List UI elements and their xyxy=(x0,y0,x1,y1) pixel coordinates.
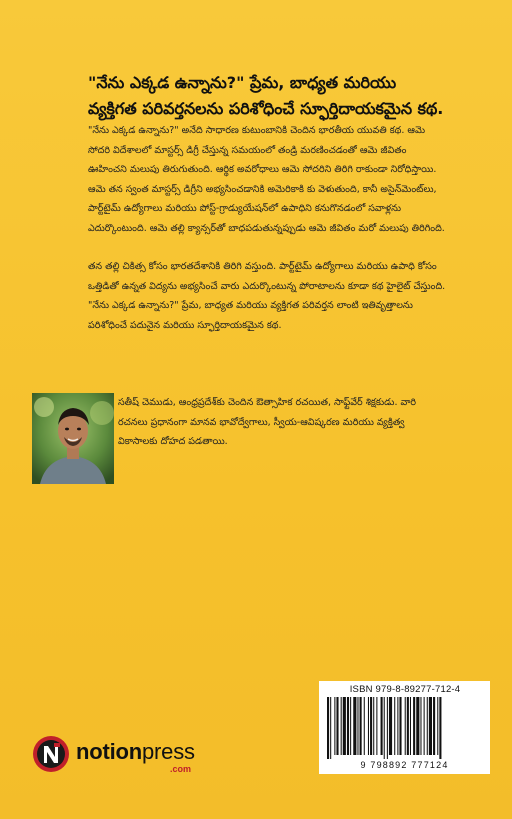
barcode-bar xyxy=(336,697,338,755)
barcode-bar xyxy=(410,697,411,755)
barcode-bar xyxy=(357,697,358,755)
barcode-image xyxy=(325,697,485,759)
barcode-bar xyxy=(407,697,409,755)
author-photo xyxy=(32,393,114,484)
barcode-bar xyxy=(413,697,415,755)
wordmark-notion: notion xyxy=(76,739,142,764)
author-bio: సతీష్ చెముడు, ఆంధ్రప్రదేశ్‌కు చెందిన ఔత్సాహిక రచయిత, సాఫ్ట్‌వేర్ శిక్షకుడు. వారి రచనలు ప్రధానంగా మానవ భావోద్వేగాలు, స్వీయ-ఆవిష్కరణ మరియు వ్యక్తిత్వ వికాసాలకు దోహద పడతాయి. xyxy=(118,397,417,447)
barcode-bar xyxy=(350,697,351,755)
barcode-bar xyxy=(327,697,329,759)
barcode-bar xyxy=(429,697,432,755)
barcode-bar xyxy=(427,697,428,755)
barcode-bar xyxy=(376,697,377,755)
publisher-logo xyxy=(32,733,252,781)
barcode-bar xyxy=(330,697,331,759)
cover-headline: "నేను ఎక్కడ ఉన్నాను?" ప్రేమ, బాధ్యత మరియు వ్యక్తిగత పరివర్తనలను పరిశోధించే స్ఫూర్తిదాయకమైన కథ. xyxy=(88,73,444,118)
barcode-bar xyxy=(368,697,369,755)
barcode-bar xyxy=(437,697,438,755)
barcode-bar xyxy=(397,697,398,755)
synopsis-paragraph-1: "నేను ఎక్కడ ఉన్నాను?" అనేది సాధారణ కుటుంబానికి చెందిన భారతీయ యువతి కథ. ఆమె సోదరి విదేశాలలో మాస్టర్స్ డిగ్రీ చేస్తున్న సమయంలో తండ్రి మరణించడంతో ఆమె జీవితం ఊహించని మలుపు తిరుగుతుంది. ఆర్థిక అవరోధాలు ఆమె సోదరిని తిరిగి రాకుండా నిరోధిస్తాయి. ఆమె తన స్వంత మాస్టర్స్ డిగ్రీని అభ్యసించడానికి అమెరికాకి కు వెళుతుంది, కానీ అసైన్‌మెంట్‌లు, పార్ట్‌టైమ్ ఉద్యోగాలు మరియు పోస్ట్-గ్రాడ్యుయేషన్‌లో ఉపాధిని కనుగొనడంలో సవాళ్లను ఎదుర్కొంటుంది. ఆమె తల్లి క్యాన్సర్‌తో బాధపడుతున్నప్పుడు ఆమె జీవితం మరో మలుపు తిరిగింది. xyxy=(88,125,445,234)
barcode-bar xyxy=(334,697,335,755)
barcode-bar xyxy=(381,697,383,755)
author-portrait-image xyxy=(32,393,114,484)
barcode-bar xyxy=(394,697,395,755)
barcode-bar xyxy=(399,697,401,755)
barcode-bar xyxy=(420,697,421,755)
barcode-bar xyxy=(384,697,385,759)
barcode-bar xyxy=(416,697,419,755)
barcode-bar xyxy=(347,697,349,755)
barcode-bar xyxy=(343,697,346,755)
barcode-bar xyxy=(341,697,342,755)
publisher-wordmark xyxy=(76,739,195,765)
barcode-bar xyxy=(405,697,406,755)
synopsis-paragraph-2: తన తల్లి చికిత్స కోసం భారతదేశానికి తిరిగి వస్తుంది. పార్ట్‌టైమ్ ఉద్యోగాలు మరియు ఉపాధి కోసం ఒత్తిడితో ఉన్నత విద్యను అభ్యసించే వారు ఎదుర్కొంటున్న పోరాటాలను కూడా కథ హైలైట్ చేస్తుంది. "నేను ఎక్కడ ఉన్నాను?" ప్రేమ, బాధ్యత మరియు వ్యక్తిగత పరివర్తన లాంటి ఇతివృత్తాలను పరిశోధించే పదునైన మరియు స్ఫూర్తిదాయకమైన కథ. xyxy=(88,261,446,331)
barcode-bar xyxy=(424,697,425,755)
barcode-bar xyxy=(373,697,374,755)
barcode-bar xyxy=(360,697,362,755)
notionpress-n-icon xyxy=(32,735,70,773)
isbn-barcode-box xyxy=(319,681,490,774)
barcode-bar xyxy=(387,697,388,759)
barcode-digits: 9 798892 777124 xyxy=(360,760,449,770)
barcode-bar xyxy=(433,697,435,755)
barcode-bar xyxy=(364,697,365,755)
wordmark-press: press xyxy=(142,739,195,764)
barcode-bar xyxy=(370,697,372,755)
barcode-bar xyxy=(353,697,356,755)
barcode-bar xyxy=(439,697,441,759)
wordmark-dotcom: .com xyxy=(170,764,192,774)
isbn-label: ISBN 979-8-89277-712-4 xyxy=(349,684,461,695)
barcode-bar xyxy=(389,697,392,755)
